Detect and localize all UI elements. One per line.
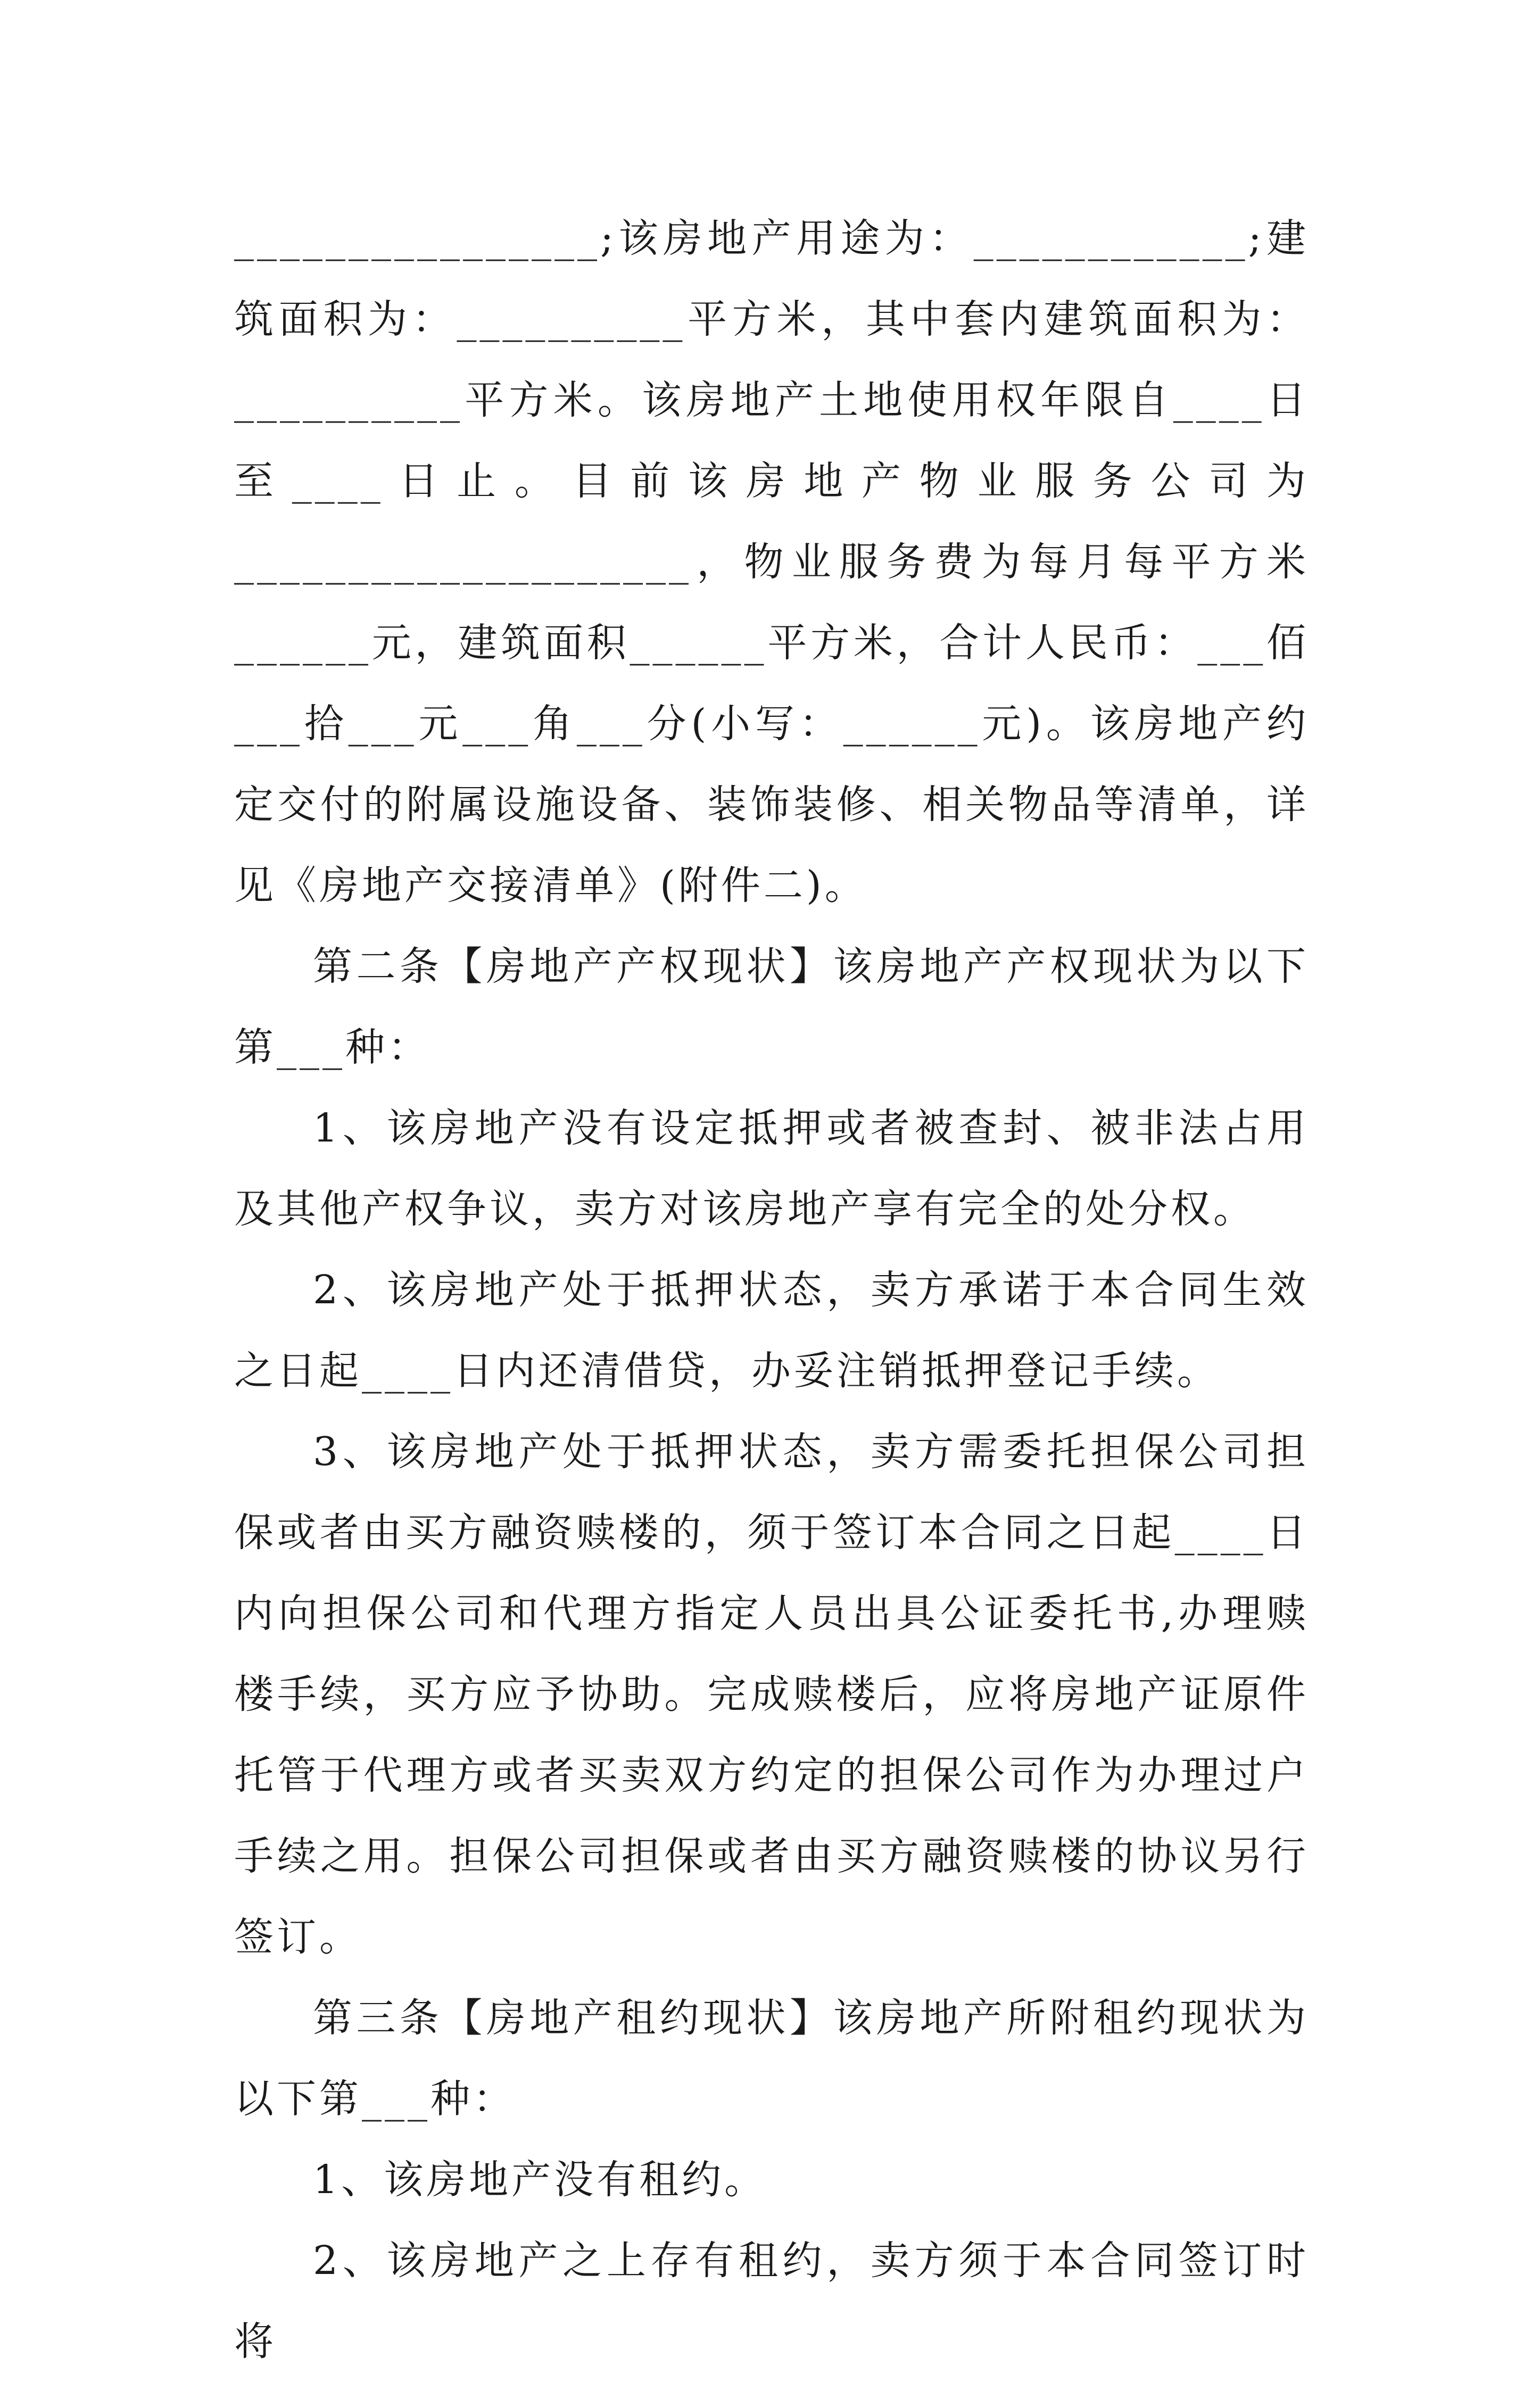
contract-body bbox=[234, 198, 1309, 2382]
paragraph-article-3-option-1: 1、该房地产没有租约。 bbox=[313, 2157, 767, 2203]
paragraph-article-3-title: 第三条【房地产租约现状】该房地产所附租约现状为以下第___种： bbox=[234, 1995, 1309, 2122]
paragraph-article-2-title: 第二条【房地产产权现状】该房地产产权现状为以下第___种： bbox=[234, 944, 1309, 1070]
paragraph-article-3-option-2: 2、该房地产之上存有租约，卖方须于本合同签订时将 bbox=[234, 2238, 1309, 2364]
paragraph-article-2-option-1: 1、该房地产没有设定抵押或者被查封、被非法占用及其他产权争议，卖方对该房地产享有完全的处分权。 bbox=[234, 1105, 1309, 1232]
paragraph-article-2-option-3: 3、该房地产处于抵押状态，卖方需委托担保公司担保或者由买方融资赎楼的，须于签订本合同之日起____日内向担保公司和代理方指定人员出具公证委托书,办理赎楼手续，买方应予协助。完成赎楼后，应将房地产证原件托管于代理方或者买卖双方约定的担保公司作为办理过户手续之用。担保公司担保或者由买方融资赎楼的协议另行签订。 bbox=[234, 1429, 1309, 1960]
paragraph-property-details: ________________;该房地产用途为：____________;建筑面积为：__________平方米，其中套内建筑面积为：__________平方米。该房地产土地使用权年限自____日至____日止。目前该房地产物业服务公司为____________________，物业服务费为每月每平方米______元，建筑面积______平方米，合计人民币：___佰___拾___元___角___分(小写：______元)。该房地产约定交付的附属设施设备、装饰装修、相关物品等清单，详见《房地产交接清单》(附件二)。 bbox=[234, 216, 1309, 908]
paragraph-article-2-option-2: 2、该房地产处于抵押状态，卖方承诺于本合同生效之日起____日内还清借贷，办妥注销抵押登记手续。 bbox=[234, 1267, 1309, 1394]
